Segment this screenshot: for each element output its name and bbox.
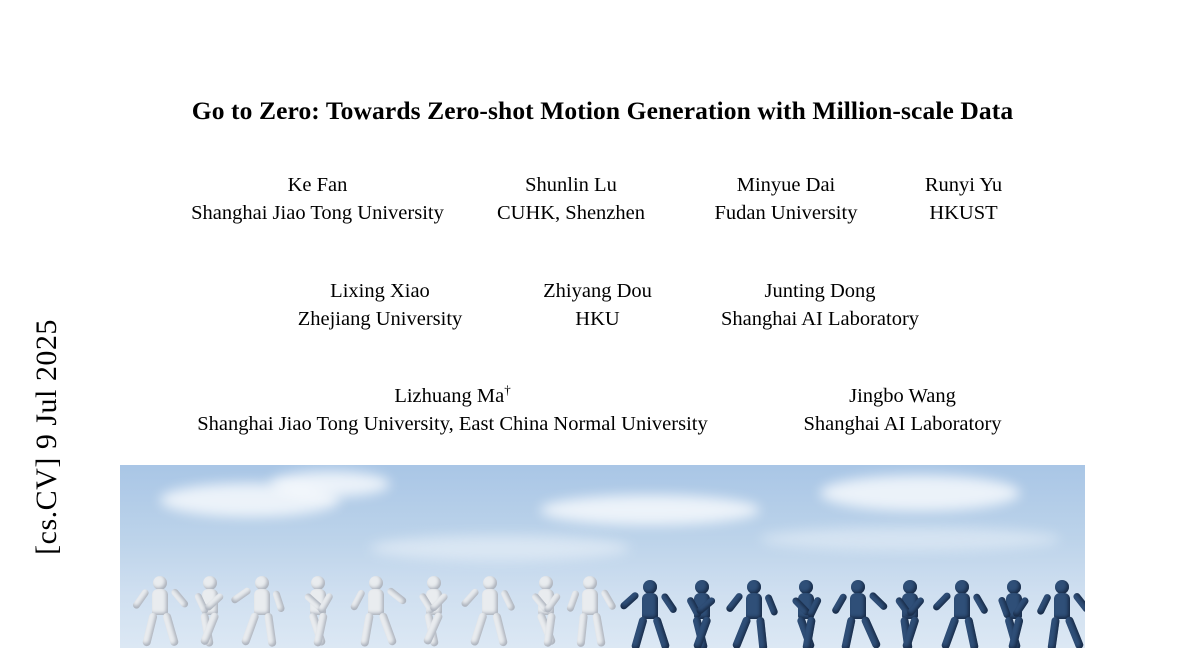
figure-leg-left	[360, 612, 374, 647]
figure-arm-left	[932, 591, 952, 612]
figure-arm-left	[132, 588, 150, 610]
motion-figure	[244, 576, 280, 648]
figure-torso	[368, 589, 384, 615]
figure-arm-left	[1036, 593, 1052, 616]
figure-torso	[954, 593, 970, 619]
figure-arm-left	[230, 586, 252, 604]
figure-torso	[746, 593, 762, 619]
motion-figure	[788, 580, 824, 648]
motion-sequence	[120, 558, 1085, 648]
figure-leg-right	[652, 616, 670, 648]
figure-leg-left	[241, 612, 260, 647]
figure-head	[311, 576, 325, 590]
figure-head	[583, 576, 597, 590]
author-affiliation: Zhejiang University	[297, 308, 463, 331]
figure-head	[483, 576, 497, 590]
figure-arm-right	[1072, 592, 1085, 614]
figure-leg-right	[492, 612, 508, 647]
author-name: Junting Dong	[764, 280, 876, 303]
author-name: Lixing Xiao	[330, 280, 430, 303]
author-row	[120, 277, 1085, 334]
figure-torso	[850, 593, 866, 619]
figure-arm-right	[972, 593, 989, 616]
figure-head	[539, 576, 553, 590]
author-affiliation: Fudan University	[714, 201, 858, 224]
author-name: Runyi Yu	[924, 173, 1003, 196]
author-block	[464, 171, 679, 228]
figure-arm-left	[566, 590, 580, 613]
author-block	[153, 382, 753, 439]
figure-leg-right	[592, 612, 606, 647]
figure-torso	[482, 589, 498, 615]
author-block	[679, 171, 894, 228]
author-affiliation: Shanghai Jiao Tong University	[191, 201, 444, 224]
motion-figure	[300, 576, 336, 648]
figure-torso	[254, 589, 270, 615]
author-marker: †	[504, 381, 511, 397]
motion-figure	[416, 576, 452, 648]
cloud-shape	[760, 527, 1060, 551]
figure-head	[643, 580, 657, 594]
figure-torso	[152, 589, 168, 615]
figure-head	[851, 580, 865, 594]
motion-figure	[996, 580, 1032, 648]
figure-leg-left	[576, 613, 588, 648]
figure-leg-right	[264, 612, 277, 647]
author-block	[505, 277, 690, 334]
motion-figure	[944, 580, 980, 648]
author-list	[120, 171, 1085, 439]
figure-leg-left	[841, 616, 856, 648]
figure-arm-right	[764, 593, 779, 616]
author-affiliation: Shanghai AI Laboratory	[803, 413, 1002, 435]
author-block	[255, 277, 505, 334]
paper-front-matter	[120, 0, 1085, 648]
author-affiliation: Shanghai Jiao Tong University, East China Normal University	[197, 413, 708, 435]
motion-figure	[736, 580, 772, 648]
motion-figure	[142, 576, 178, 648]
figure-arm-left	[619, 591, 640, 611]
figure-head	[203, 576, 217, 590]
figure-leg-right	[378, 612, 397, 647]
author-affiliation: HKU	[575, 308, 620, 331]
figure-head	[747, 580, 761, 594]
motion-figure	[840, 580, 876, 648]
figure-leg-right	[162, 612, 179, 647]
author-block	[172, 171, 464, 228]
figure-torso	[1054, 593, 1070, 619]
figure-head	[955, 580, 969, 594]
figure-torso	[642, 593, 658, 619]
teaser-figure	[120, 465, 1085, 648]
figure-torso	[582, 589, 598, 615]
author-name: Zhiyang Dou	[543, 280, 652, 303]
author-name-text: Lizhuang Ma	[394, 384, 505, 407]
motion-figure	[632, 580, 668, 648]
figure-leg-right	[1064, 616, 1084, 648]
figure-head	[903, 580, 917, 594]
figure-arm-left	[349, 589, 366, 612]
figure-head	[153, 576, 167, 590]
figure-arm-left	[460, 587, 480, 608]
figure-head	[1007, 580, 1021, 594]
motion-figure	[572, 576, 608, 648]
motion-figure	[358, 576, 394, 648]
author-name	[153, 382, 753, 410]
figure-head	[799, 580, 813, 594]
author-row	[120, 171, 1085, 228]
figure-head	[1055, 580, 1069, 594]
cloud-shape	[270, 471, 390, 497]
author-name: Ke Fan	[287, 173, 348, 196]
figure-leg-left	[732, 616, 752, 648]
figure-arm-right	[868, 591, 889, 611]
cloud-shape	[820, 475, 1020, 511]
figure-leg-left	[631, 616, 648, 648]
figure-leg-right	[860, 615, 881, 648]
author-block	[753, 382, 1053, 439]
figure-arm-right	[660, 592, 678, 614]
figure-leg-left	[1047, 616, 1060, 648]
figure-arm-right	[386, 586, 408, 605]
motion-figure	[892, 580, 928, 648]
figure-leg-right	[756, 617, 768, 648]
author-name: Minyue Dai	[736, 173, 836, 196]
figure-arm-right	[272, 590, 285, 613]
figure-head	[695, 580, 709, 594]
figure-arm-left	[831, 593, 848, 616]
page-title: Go to Zero: Towards Zero-shot Motion Generation with Million-scale Data	[191, 96, 1014, 125]
author-affiliation: CUHK, Shenzhen	[496, 201, 646, 224]
author-name: Shunlin Lu	[525, 173, 617, 196]
motion-figure	[684, 580, 720, 648]
figure-leg-left	[941, 616, 960, 648]
motion-figure	[1044, 580, 1080, 648]
arxiv-stamp: [cs.CV] 9 Jul 2025	[30, 319, 63, 555]
figure-arm-left	[725, 592, 744, 614]
figure-arm-right	[600, 589, 617, 612]
author-affiliation: HKUST	[929, 201, 998, 224]
cloud-shape	[540, 495, 760, 525]
figure-head	[369, 576, 383, 590]
motion-figure	[528, 576, 564, 648]
figure-leg-left	[142, 612, 158, 647]
author-row	[120, 382, 1085, 439]
motion-figure	[472, 576, 508, 648]
figure-leg-right	[964, 616, 979, 648]
motion-figure	[192, 576, 228, 648]
author-block	[894, 171, 1034, 228]
author-name: Jingbo Wang	[849, 384, 956, 407]
figure-head	[427, 576, 441, 590]
figure-arm-right	[500, 589, 516, 612]
figure-head	[255, 576, 269, 590]
figure-arm-right	[170, 588, 190, 609]
author-affiliation: Shanghai AI Laboratory	[720, 308, 920, 331]
author-block	[690, 277, 950, 334]
figure-leg-left	[470, 612, 488, 647]
